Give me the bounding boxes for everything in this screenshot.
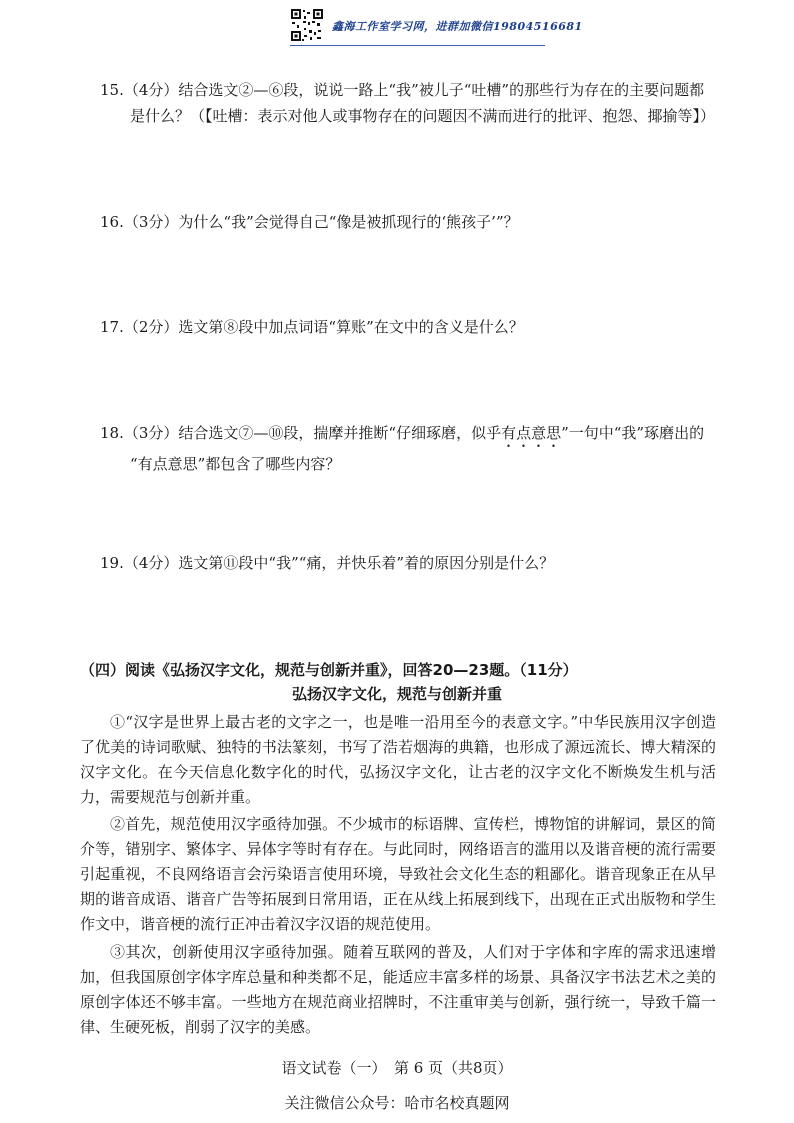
header-divider [290,45,545,46]
article-paragraph-1: ①“汉字是世界上最古老的文字之一，也是唯一沿用至今的表意文字。”中华民族用汉字创造了优美的诗词歌赋、独特的书法篆刻，书写了浩若烟海的典籍，也形成了源远流长、博大精深的汉字文化。在今天信息化数字化的时代，弘扬汉字文化，让古老的汉字文化不断焕发生机与活力，需要规范与创新并重。 [80,713,716,806]
question-17-line1: 17.（2分）选文第⑧段中加点词语“算账”在文中的含义是什么？ [100,318,524,336]
article-paragraph-3: ③其次，创新使用汉字亟待加强。随着互联网的普及，人们对于字体和字库的需求迅速增加，但我国原创字体字库总量和种类都不足，能适应丰富多样的场景、具备汉字书法艺术之美的原创字体还不够丰富。一些地方在规范商业招牌时，不注重审美与创新，强行统一，导致千篇一律、生硬死板，削弱了汉字的美感。 [80,943,716,1036]
question-18-line2: “有点意思”都包含了哪些内容？ [130,455,341,473]
emphasized-phrase: 有点意思 [501,424,562,442]
question-19 [100,550,730,576]
question-16-line1: 16.（3分）为什么“我”会觉得自己“像是被抓现行的‘熊孩子’”？ [100,213,519,231]
question-18-text-post: ”一句中“我”琢磨出的 [561,424,705,442]
page-header [290,8,583,46]
question-17 [100,314,730,340]
question-15-line2: 是什么？（【吐槽：表示对他人或事物存在的问题因不满而进行的批评、抱怨、揶揄等】） [130,107,716,125]
qr-code-icon [290,8,324,42]
section-heading: （四）阅读《弘扬汉字文化，规范与创新并重》，回答20—23题。（11分） [80,661,578,679]
question-19-line1: 19.（4分）选文第⑪段中“我”“痛，并快乐着”着的原因分别是什么？ [100,554,555,572]
question-18 [100,420,730,477]
page-number: 语文试卷（一） 第 6 页（共8页） [281,1059,513,1077]
question-16 [100,209,730,235]
question-15 [100,77,730,129]
article-paragraph-2: ②首先，规范使用汉字亟待加强。不少城市的标语牌、宣传栏，博物馆的讲解词，景区的简介等，错别字、繁体字、异体字等时有存在。与此同时，网络语言的滥用以及谐音梗的流行需要引起重视，不良网络语言会污染语言使用环境，导致社会文化生态的粗鄙化。谐音现象正在从早期的谐音成语、谐音广告等拓展到日常用语，正在从线上拓展到线下，出现在正式出版物和学生作文中，谐音梗的流行正冲击着汉字汉语的规范使用。 [80,815,716,933]
follow-notice: 关注微信公众号：哈市名校真题网 [284,1094,510,1112]
question-18-text-pre: 18.（3分）结合选文⑦—⑩段，揣摩并推断“仔细琢磨，似乎 [100,424,502,442]
question-15-line1: 15.（4分）结合选文②—⑥段，说说一路上“我”被儿子“吐槽”的那些行为存在的主要问题都 [100,81,705,99]
article-title: 弘扬汉字文化，规范与创新并重 [291,685,502,703]
header-banner-text: 鑫海工作室学习网，进群加微信19804516681 [332,20,583,33]
question-18-line1 [100,420,730,451]
